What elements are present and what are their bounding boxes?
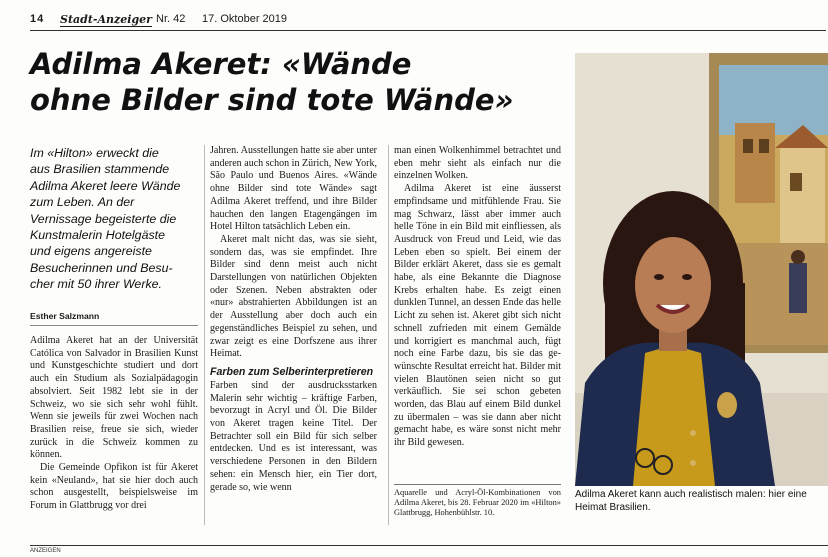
author-byline: Esther Salzmann bbox=[30, 311, 198, 326]
ads-section-label: ANZEIGEN bbox=[30, 545, 828, 554]
article-column-1 bbox=[30, 335, 198, 513]
body-paragraph: Farben sind der ausdrucksstarken Malerin sehr wichtig – kräftige Farben, bevorzugt in Acryl und Öl. Die Bilder von Akeret tragen keine Titel. Der Betrachter soll ein Bild für sich selber entdecken. Und es ist interessant, was verschiedene Personen in den Bildern sehen: ein Mensch hier, ein Tier dort, gerade so, wie wenn bbox=[210, 379, 377, 493]
article-column-3 bbox=[394, 145, 561, 450]
section-subheading: Farben zum Selberinterpretieren bbox=[210, 365, 374, 378]
artist-photo bbox=[575, 53, 828, 486]
paper-name: Stadt-Anzeiger bbox=[60, 13, 152, 26]
body-paragraph: Adilma Akeret hat an der Universität Católica von Salvador in Brasilien Kunst und Kunstgeschichte studiert und dort auch ein Studium als Sozialpädagogin absolviert. Seit 1982 lebt sie in der Schweiz, wo sie sich sehr wohl fühlt. Wenn sie jeweils für zwei Wochen nach Brasilien reise, freue sie sich, wieder zurück in die Schweiz kommen zu können. bbox=[30, 335, 198, 461]
issue-date: 17. Oktober 2019 bbox=[202, 13, 288, 25]
body-paragraph: Jahren. Ausstellungen hatte sie aber unter anderen auch schon in Zürich, New York, São Paulo und Buenos Aires. «Wände ohne Bilder sind tote Wände» sagt Adilma Akeret treffend, und ihre Bilder hauchen den langen Etagengängen im Hotel Hilton tatsächlich Leben ein. bbox=[210, 145, 377, 233]
body-paragraph: Adilma Akeret ist eine äusserst empfindsame und mitfühlende Frau. Sie mag Schwarz, lässt aber immer auch helle Töne in ein Bild mit einfliessen, als Ausdruck von Freud und Leid, wie das Leben eben so spielt. Bei einem der Bilder erklärt Akeret, dass sie es gemalt habe, als eine Bekannte die Diagnose Krebs erhalten habe. Es zeigt einen dunklen Tunnel, an dessen Ende das helle Licht zu sehen ist. Akeret gibt sich nicht schnell zufrieden mit einem Gemälde und korrigiert es manchmal auch, fügt noch eine Farbe dazu, bis sie das gewünschte Resultat erreicht hat. Bilder mit vielen Blautönen seien nicht so gut verkäuflich. Sie sei schon gebeten worden, das Blau auf einem Bild dunkel zu übermalen – was sie dann aber nicht gemacht habe, es wäre sonst nicht mehr ihr Bild gewesen. bbox=[394, 183, 561, 449]
exhibition-info: Aquarelle und Acryl-Öl-Kombinationen von Adilma Akeret, bis 28. Februar 2020 im «Hilton» Glattbrugg, Hohenbühlstr. 10. bbox=[394, 484, 561, 518]
artist-portrait-illustration bbox=[575, 53, 828, 486]
body-paragraph: man einen Wolkenhimmel betrachtet und eben mehr sieht als einfach nur die einzelnen Wolken. bbox=[394, 145, 561, 182]
photo-caption: Adilma Akeret kann auch realistisch malen: hier eine Heimat Brasilien. bbox=[575, 489, 807, 513]
body-paragraph: Akeret malt nicht das, was sie sieht, sondern das, was sie empfindet. Ihre Bilder sind denn meist auch nicht Darstellungen von natürlichen Objekten oder Szenen. Neben abstrakten oder «nur» abstrahierten Abbildungen ist an der Ausstellung aber doch auch ein gegenständliches Beispiel zu sehen, und zwar zeigt es eine Dorfszene aus ihrer Heimat. bbox=[210, 233, 377, 360]
face bbox=[635, 237, 711, 333]
lead-paragraph: Im «Hilton» erweckt die aus Brasilien stammende Adilma Akeret leere Wände zum Leben. An der Vernissage begeisterte die Kunstmalerin Hotelgäste und eigens angereiste Besucherinnen und Besu- cher mit 50 ihrer Werke. bbox=[30, 146, 181, 292]
headline: Adilma Akeret: «Wände ohne Bilder sind tote Wände» bbox=[30, 47, 514, 117]
article-column-2 bbox=[210, 145, 377, 494]
issue-number: Nr. 42 bbox=[156, 13, 186, 25]
body-paragraph: Die Gemeinde Opfikon ist für Akeret kein «Neuland», hat sie hier doch auch schon ausgestellt, beispielsweise im Forum in Glattbrugg vor drei bbox=[30, 462, 198, 512]
page-number: 14 bbox=[30, 13, 45, 25]
column-divider bbox=[204, 145, 205, 525]
masthead bbox=[30, 8, 826, 31]
jacket-emblem bbox=[717, 392, 737, 418]
column-divider bbox=[388, 145, 389, 525]
